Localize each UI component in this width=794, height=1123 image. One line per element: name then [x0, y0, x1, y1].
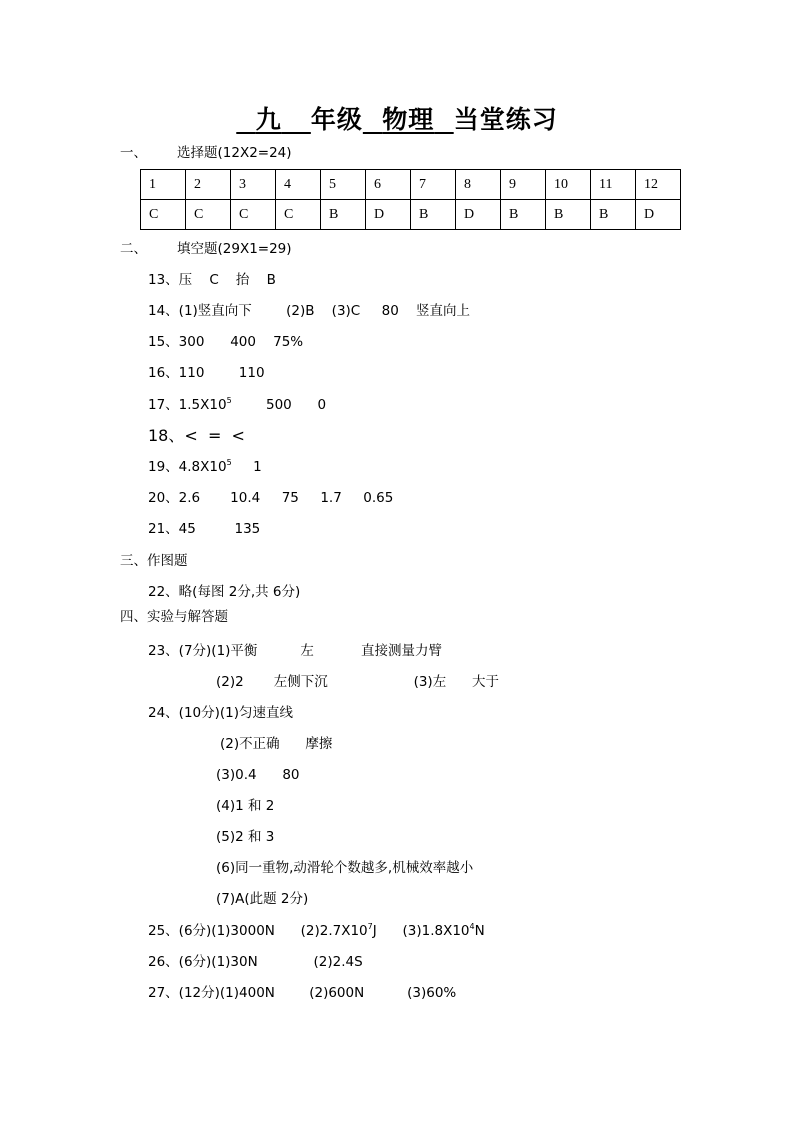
- answer-22: 22、略(每图 2分,共 6分): [148, 584, 301, 600]
- answer-24-line5: (5)2 和 3: [216, 829, 275, 845]
- title-grade: 九: [255, 105, 282, 134]
- answer-24-line7: (7)A(此题 2分): [216, 891, 309, 907]
- table-cell: 3: [231, 170, 276, 200]
- answer-17: 17、$1.5X10^5$ 500 0: [148, 396, 327, 413]
- title-subject: 物理: [382, 105, 435, 134]
- answer-21: 21、45 135: [148, 521, 261, 537]
- answer-23-line1: 23、(7分)(1)平衡 左 直接测量力臂: [148, 643, 443, 659]
- answer-13: 13、压 C 抬 B: [148, 272, 276, 288]
- table-cell: D: [456, 200, 501, 230]
- table-cell: B: [501, 200, 546, 230]
- answer-19: 19、$4.8X10^5$ 1: [148, 458, 262, 475]
- table-cell: B: [321, 200, 366, 230]
- table-cell: B: [546, 200, 591, 230]
- answer-25: 25、(6分)(1)3000N $(2)2.7X10^7J$ $(3)1.8X10^4N$: [148, 922, 485, 939]
- table-row-answers: [141, 200, 681, 230]
- page-title: [0, 100, 794, 136]
- answer-24-line6: (6)同一重物,动滑轮个数越多,机械效率越小: [216, 860, 474, 876]
- table-cell: 9: [501, 170, 546, 200]
- answer-26: 26、(6分)(1)30N (2)2.4S: [148, 954, 363, 970]
- answer-24-line4: (4)1 和 2: [216, 798, 275, 814]
- answer-24-line3: (3)0.4 80: [216, 767, 300, 783]
- answer-18: 18、< = <: [148, 426, 245, 445]
- table-cell: 7: [411, 170, 456, 200]
- section-drawing-heading: 三、作图题: [120, 553, 188, 569]
- table-cell: 12: [636, 170, 681, 200]
- table-cell: 1: [141, 170, 186, 200]
- table-cell: 4: [276, 170, 321, 200]
- table-cell: B: [591, 200, 636, 230]
- table-cell: C: [141, 200, 186, 230]
- table-cell: 10: [546, 170, 591, 200]
- table-cell: C: [276, 200, 321, 230]
- section-experiment-heading: 四、实验与解答题: [120, 609, 228, 625]
- section-choice-heading: 一、 选择题(12X2=24): [120, 145, 292, 161]
- table-cell: C: [186, 200, 231, 230]
- table-cell: 8: [456, 170, 501, 200]
- section-fill-heading: 二、 填空题(29X1=29): [120, 241, 292, 257]
- table-cell: B: [411, 200, 456, 230]
- title-grade-suffix: 年级: [310, 105, 363, 134]
- answer-14: 14、(1)竖直向下 (2)B (3)C 80 竖直向上: [148, 303, 471, 319]
- choice-answer-table: [140, 169, 681, 230]
- table-cell: 2: [186, 170, 231, 200]
- table-cell: C: [231, 200, 276, 230]
- answer-16: 16、110 110: [148, 365, 265, 381]
- answer-24-line1: 24、(10分)(1)匀速直线: [148, 705, 294, 721]
- answer-27: 27、(12分)(1)400N (2)600N (3)60%: [148, 985, 457, 1001]
- table-cell: D: [366, 200, 411, 230]
- answer-24-line2: (2)不正确 摩擦: [220, 736, 333, 752]
- answer-20: 20、2.6 10.4 75 1.7 0.65: [148, 490, 394, 506]
- table-cell: 6: [366, 170, 411, 200]
- answer-23-line2: (2)2 左侧下沉 (3)左 大于: [216, 674, 499, 690]
- answer-15: 15、300 400 75%: [148, 334, 304, 350]
- table-cell: D: [636, 200, 681, 230]
- table-cell: 5: [321, 170, 366, 200]
- title-suffix: 当堂练习: [453, 105, 558, 134]
- table-row-numbers: [141, 170, 681, 200]
- table-cell: 11: [591, 170, 636, 200]
